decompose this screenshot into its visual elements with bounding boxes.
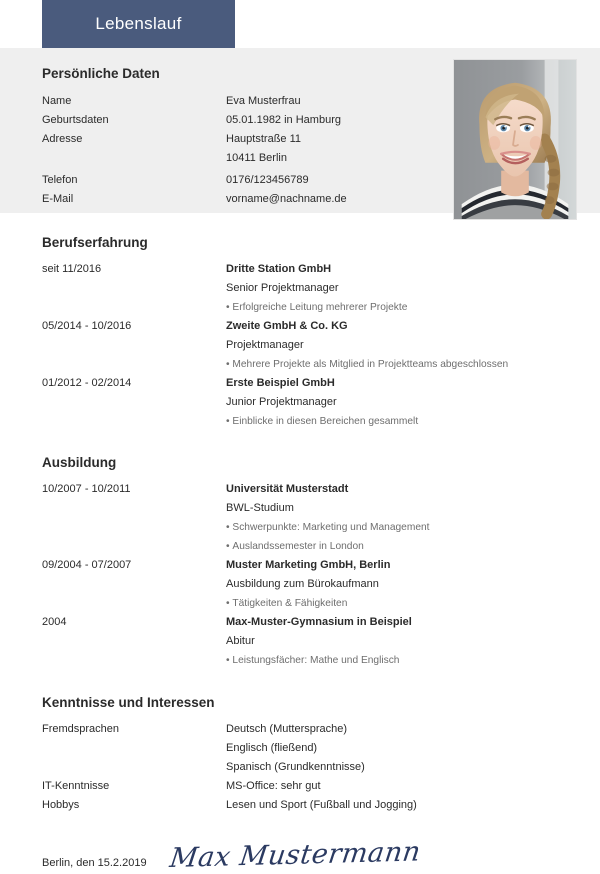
entry-period: seit 11/2016: [42, 263, 102, 275]
entry-organisation: Max-Muster-Gymnasium in Beispiel: [226, 616, 412, 628]
table-row: [0, 651, 600, 670]
entry-bullet-text: Tätigkeiten & Fähigkeiten: [232, 598, 348, 609]
table-row: [0, 613, 600, 632]
table-row: [0, 499, 600, 518]
table-row: [0, 336, 600, 355]
entry-bullet-text: Auslandssemester in London: [232, 541, 364, 552]
experience-entry: [0, 374, 600, 431]
education-entry: [0, 556, 600, 613]
entry-bullet-text: Erfolgreiche Leitung mehrerer Projekte: [232, 302, 408, 313]
table-row: [0, 518, 600, 537]
entry-period: 01/2012 - 02/2014: [42, 377, 132, 389]
entry-organisation: Erste Beispiel GmbH: [226, 377, 335, 389]
table-row: [0, 575, 600, 594]
entry-organisation: Zweite GmbH & Co. KG: [226, 320, 348, 332]
entry-period-spacer: [42, 537, 226, 556]
table-row: [0, 796, 600, 815]
entry-period-spacer: [42, 518, 226, 537]
entry-period: 05/2014 - 10/2016: [42, 320, 132, 332]
table-row: [0, 279, 600, 298]
table-row: [0, 480, 600, 499]
table-row: [0, 537, 600, 556]
section-heading-skills: Kenntnisse und Interessen: [42, 695, 215, 710]
avatar: [453, 59, 577, 220]
entry-bullet: • Einblicke in diesen Bereichen gesammelt: [226, 416, 419, 427]
entry-period-spacer: [42, 632, 226, 651]
entry-bullet-text: Leistungsfächer: Mathe und Englisch: [232, 655, 400, 666]
education-section: [0, 455, 600, 670]
entry-period: 09/2004 - 07/2007: [42, 559, 132, 571]
row-label: Name: [42, 95, 72, 107]
experience-section: [0, 235, 600, 431]
document-title-badge: [42, 0, 235, 48]
table-row: [0, 720, 600, 777]
entry-period: 2004: [42, 616, 67, 628]
entry-role: BWL-Studium: [226, 502, 294, 514]
entry-organisation: Universität Musterstadt: [226, 483, 349, 495]
personal-data-band: [0, 48, 600, 213]
entry-period-spacer: [42, 575, 226, 594]
row-label: Adresse: [42, 133, 83, 145]
entry-bullet-text: Mehrere Projekte als Mitglied in Projektteams abgeschlossen: [232, 359, 509, 370]
entry-period-spacer: [42, 594, 226, 613]
entry-role: Ausbildung zum Bürokaufmann: [226, 578, 379, 590]
row-value: Lesen und Sport (Fußball und Jogging): [226, 799, 417, 811]
page-title: Lebenslauf: [95, 14, 182, 33]
row-label: Telefon: [42, 174, 78, 186]
skills-section: [0, 695, 600, 815]
portrait-photo-icon: [454, 60, 576, 219]
entry-period-spacer: [42, 336, 226, 355]
signature-block: [0, 836, 600, 874]
entry-organisation: Muster Marketing GmbH, Berlin: [226, 559, 391, 571]
entry-period: 10/2007 - 10/2011: [42, 483, 131, 495]
row-value: vorname@nachname.de: [226, 193, 347, 205]
row-value: Eva Musterfrau: [226, 95, 301, 107]
entry-period-spacer: [42, 393, 226, 412]
entry-organisation: Dritte Station GmbH: [226, 263, 332, 275]
entry-role: Abitur: [226, 635, 255, 647]
document-header: [0, 0, 600, 48]
row-label: Hobbys: [42, 799, 80, 811]
table-row: [0, 777, 600, 796]
table-row: [0, 317, 600, 336]
section-heading-personal: Persönliche Daten: [42, 66, 160, 81]
row-value-line: Spanisch (Grundkenntnisse): [226, 761, 365, 773]
table-row: [0, 594, 600, 613]
row-value-line: Englisch (fließend): [226, 742, 318, 754]
table-row: [0, 632, 600, 651]
row-value-line: Deutsch (Muttersprache): [226, 723, 348, 735]
entry-role: Projektmanager: [226, 339, 304, 351]
row-label: Fremdsprachen: [42, 723, 120, 735]
experience-entry: [0, 317, 600, 374]
row-value: 0176/123456789: [226, 174, 309, 186]
row-label: IT-Kenntnisse: [42, 780, 110, 792]
row-value: MS-Office: sehr gut: [226, 780, 321, 792]
row-label: E-Mail: [42, 193, 74, 205]
row-value-line: Hauptstraße 11: [226, 133, 302, 145]
entry-bullet: • Mehrere Projekte als Mitglied in Projektteams abgeschlossen: [226, 359, 509, 370]
entry-period-spacer: [42, 279, 226, 298]
row-value: [226, 130, 301, 168]
entry-bullet-text: Einblicke in diesen Bereichen gesammelt: [232, 416, 419, 427]
table-row: [0, 556, 600, 575]
entry-role: Junior Projektmanager: [226, 396, 337, 408]
experience-entry: [0, 260, 600, 317]
entry-period-spacer: [42, 412, 226, 431]
row-value: 05.01.1982 in Hamburg: [226, 114, 341, 126]
education-entry: [0, 613, 600, 670]
entry-period-spacer: [42, 355, 226, 374]
table-row: [0, 260, 600, 279]
table-row: [0, 355, 600, 374]
table-row: [0, 393, 600, 412]
entry-role: Senior Projektmanager: [226, 282, 339, 294]
row-value: [226, 720, 365, 777]
table-row: [0, 374, 600, 393]
row-label: Geburtsdaten: [42, 114, 109, 126]
entry-bullet: • Auslandssemester in London: [226, 541, 364, 552]
row-value-line: 10411 Berlin: [226, 152, 287, 164]
entry-bullet: • Leistungsfächer: Mathe und Englisch: [226, 655, 400, 666]
signature-place-date: Berlin, den 15.2.2019: [42, 857, 147, 869]
section-heading-experience: Berufserfahrung: [42, 235, 148, 250]
handwritten-signature: Max Mustermann: [167, 836, 423, 874]
entry-period-spacer: [42, 651, 226, 670]
table-row: [0, 412, 600, 431]
section-heading-education: Ausbildung: [42, 455, 117, 470]
entry-bullet: • Schwerpunkte: Marketing und Management: [226, 522, 430, 533]
entry-bullet: • Erfolgreiche Leitung mehrerer Projekte: [226, 302, 408, 313]
entry-bullet-text: Schwerpunkte: Marketing und Management: [232, 522, 430, 533]
entry-bullet: • Tätigkeiten & Fähigkeiten: [226, 598, 348, 609]
education-entry: [0, 480, 600, 556]
entry-period-spacer: [42, 499, 226, 518]
entry-period-spacer: [42, 298, 226, 317]
table-row: [0, 298, 600, 317]
